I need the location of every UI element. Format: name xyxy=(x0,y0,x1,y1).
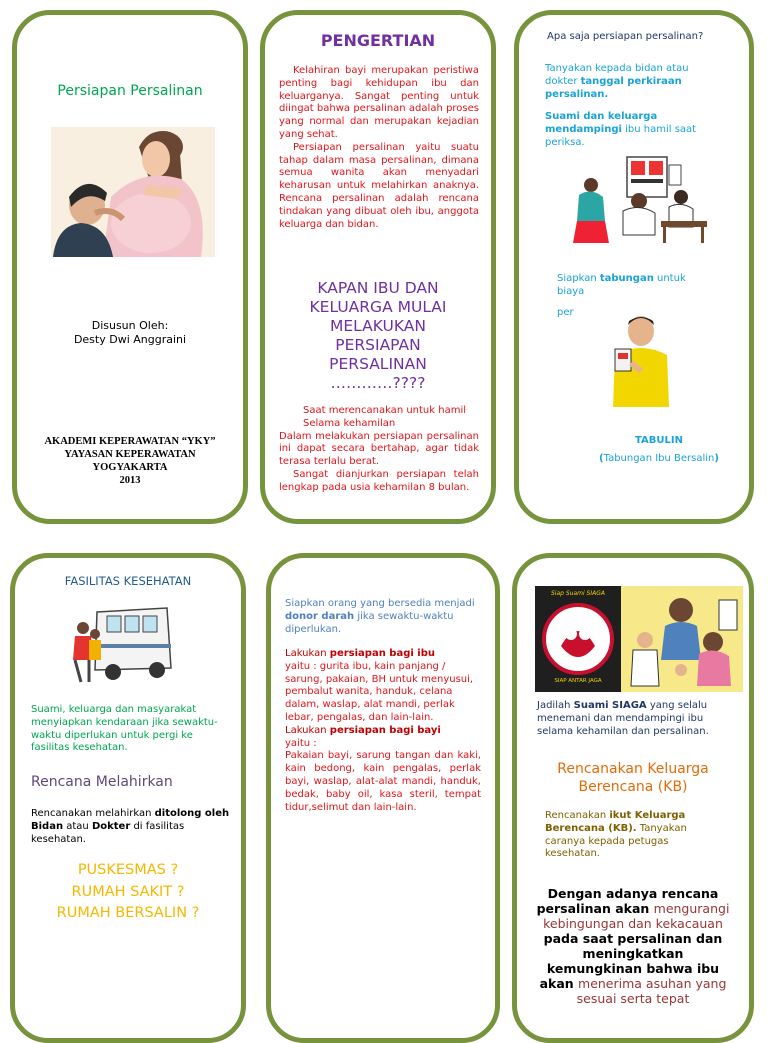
place-puskesmas: PUSKESMAS ? xyxy=(77,862,179,878)
plan-prefix: Rencanakan melahirkan xyxy=(31,808,155,819)
institution-line-2: YAYASAN KEPERAWATAN xyxy=(64,449,196,460)
question-line-4: PERSIAPAN xyxy=(335,336,421,354)
institution-line-1: AKADEMI KEPERAWATAN “YKY” xyxy=(44,436,216,447)
compiled-by-label: Disusun Oleh: xyxy=(91,319,169,332)
blood-donor-text xyxy=(285,598,475,636)
place-hospital: RUMAH SAKIT ? xyxy=(71,883,185,900)
mother-prep-heading xyxy=(285,648,481,661)
preparations-panel xyxy=(514,10,754,524)
mother-prefix: Lakukan xyxy=(285,648,330,659)
place-maternity-clinic: RUMAH BERSALIN ? xyxy=(56,905,200,921)
savings-text xyxy=(557,273,707,299)
question-line-6: …………???? xyxy=(330,374,426,392)
donor-prefix: Siapkan orang yang bersedia menjadi xyxy=(285,598,475,609)
birth-plan-text xyxy=(31,808,231,846)
ambulance-illustration xyxy=(67,598,177,688)
siaga-logo xyxy=(535,586,621,692)
siaga-bold: Suami SIAGA xyxy=(573,700,647,711)
baby-prefix: Lakukan xyxy=(285,724,330,736)
kb-prefix: Rencanakan xyxy=(545,810,610,821)
health-facility-heading: FASILITAS KESEHATAN xyxy=(64,574,192,588)
definition-text xyxy=(279,65,479,231)
kb-heading-line-1: Rencanakan Keluarga xyxy=(557,761,709,777)
plan-rest: di fasilitas kesehatan. xyxy=(31,820,185,845)
plan-bold-midwife: ditolong oleh Bidan xyxy=(31,808,230,832)
kb-heading xyxy=(517,760,749,796)
savings-bold: tabungan xyxy=(599,273,654,284)
definition-paragraph-1: Kelahiran bayi merupakan peristiwa penting bagi kehidupan ibu dan keluarganya. Sangat penting untuk diingat bahwa persalinan adalah proses yang normal dan merupakan kejadian yang sehat. xyxy=(279,65,479,140)
birth-place-options xyxy=(15,860,241,925)
man-with-money-illustration xyxy=(601,313,681,409)
accompany-rest: ibu hamil saat periksa. xyxy=(545,123,697,148)
definition-panel xyxy=(260,10,496,524)
birth-plan-heading: Rencana Melahirkan xyxy=(31,774,173,790)
tabulin-desc: Tabungan Ibu Bersalin xyxy=(603,453,715,464)
preparations-question: Apa saja persiapan persalinan? xyxy=(547,31,704,42)
transport-text: Suami, keluarga dan masyarakat menyiapkan kendaraan jika sewaktu-waktu diperlukan untuk pergi ke fasilitas kesehatan. xyxy=(31,704,218,754)
family-illustration xyxy=(621,586,743,692)
supplies-panel xyxy=(266,553,500,1043)
supplies-text xyxy=(285,648,481,814)
health-facility-panel xyxy=(10,553,246,1043)
when-item-2: Selama kehamilan xyxy=(303,417,396,429)
author-name: Desty Dwi Anggraini xyxy=(73,333,187,346)
closing-statement xyxy=(533,886,733,1006)
accompany-bold: Suami dan keluarga mendampingi xyxy=(545,111,658,135)
question-line-5: PERSALINAN xyxy=(329,355,427,373)
definition-paragraph-2: Persiapan persalinan yaitu suatu tahap dalam masa persalinan, dimana semua wanita akan menyadari keharusan untuk melahirkan anaknya. Rencana persalinan adalah rencana tindakan yang dibuat oleh ibu, anggota keluarga dan bidan. xyxy=(279,141,479,230)
when-paragraph-4: Sangat dianjurkan persiapan telah lengkap pada usia kehamilan 8 bulan. xyxy=(279,468,479,493)
year: 2013 xyxy=(119,475,141,486)
institution-block xyxy=(17,435,243,487)
baby-bold: persiapan bagi bayi xyxy=(329,724,441,736)
closing-part-3: pada saat persalinan dan meningkatkan kemungkinan bahwa ibu akan xyxy=(539,931,723,991)
savings-per: per xyxy=(557,307,574,318)
kb-text xyxy=(545,810,725,861)
mother-bold: persiapan bagi ibu xyxy=(329,648,435,659)
tabulin-description xyxy=(519,453,749,466)
siaga-prefix: Jadilah xyxy=(537,700,574,711)
savings-prefix: Siapkan xyxy=(557,273,600,284)
definition-heading: PENGERTIAN xyxy=(320,31,436,50)
pregnant-couple-image xyxy=(51,127,215,257)
siaga-rest: yang selalu menemani dan mendampingi ibu selama kehamilan dan persalinan. xyxy=(537,700,709,737)
siaga-text xyxy=(537,700,737,738)
closing-part-1: Dengan adanya rencana persalinan akan xyxy=(536,886,719,916)
closing-part-2: mengurangi kebingungan dan kekacauan xyxy=(543,901,730,931)
when-paragraph-3: Dalam melakukan persiapan persalinan ini dapat secara bertahap, agar tidak terasa terlalu berat. xyxy=(279,430,479,468)
siaga-kb-panel xyxy=(512,553,754,1043)
kb-rest: Tanyakan caranya kepada petugas kesehatan. xyxy=(545,822,687,860)
ask-due-date-text xyxy=(545,63,715,101)
plan-mid: atau xyxy=(63,820,92,832)
when-text xyxy=(279,405,479,495)
institution-line-3: YOGYAKARTA xyxy=(92,462,168,473)
logo-text-top: Siap Suami SIAGA xyxy=(550,590,605,597)
logo-text-bottom: SIAP ANTAR JAGA xyxy=(554,678,602,684)
donor-rest: jika sewaktu-waktu diperlukan. xyxy=(285,610,454,635)
baby-prep-items: Pakaian bayi, sarung tangan dan kaki, kain bedong, kain pengalas, perlak bayi, waslap, alat-alat mandi, handuk, bedak, baby oil, kasa steril, tempat tidur,selimut dan lain-lain. xyxy=(285,750,481,813)
tabulin-label: TABULIN xyxy=(635,435,683,446)
tabulin-open-paren: ( xyxy=(599,453,604,464)
kb-bold: ikut Keluarga Berencana (KB). xyxy=(545,810,686,834)
baby-prep-heading xyxy=(285,725,481,738)
question-line-1: KAPAN IBU DAN xyxy=(317,279,439,297)
cover-panel xyxy=(12,10,248,524)
baby-prep-intro: yaitu : xyxy=(285,737,317,749)
closing-part-4: menerima asuhan yang sesuai serta tepat xyxy=(576,976,727,1006)
ask-prefix: Tanyakan kepada bidan atau dokter xyxy=(545,63,689,87)
cover-title: Persiapan Persalinan xyxy=(57,83,203,99)
savings-rest: untuk biaya xyxy=(557,273,686,297)
ask-bold: tanggal perkiraan persalinan. xyxy=(545,75,682,100)
accompany-text xyxy=(545,111,720,149)
question-line-2: KELUARGA MULAI xyxy=(309,298,447,316)
checkup-illustration xyxy=(569,155,709,245)
kb-heading-line-2: Berencana (KB) xyxy=(578,779,688,795)
when-item-1: Saat merencanakan untuk hamil xyxy=(303,405,466,416)
plan-bold-doctor: Dokter xyxy=(91,820,131,832)
donor-bold: donor darah xyxy=(285,610,355,622)
tabulin-close-paren: ) xyxy=(714,453,719,464)
when-question-heading xyxy=(265,279,491,393)
mother-prep-items: yaitu : gurita ibu, kain panjang / sarung, pakaian, BH untuk menyusui, pembalut wanita, handuk, celana dalam, waslap, alat mandi, perlak lebar, pengalas, dan lain-lain. xyxy=(285,660,474,723)
question-line-3: MELAKUKAN xyxy=(330,317,426,335)
